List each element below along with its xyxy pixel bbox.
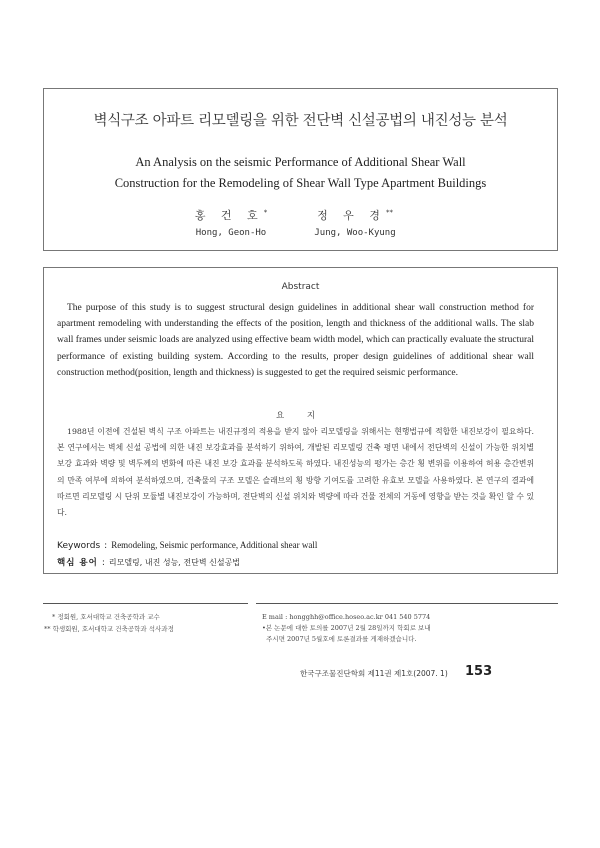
english-title-line-2: Construction for the Remodeling of Shear Wall Type Apartment Buildings [114, 176, 487, 190]
footnote-author-1: * 정회원, 호서대학교 건축공학과 교수 [52, 613, 160, 621]
author-1-mark: * [263, 208, 268, 217]
abstract-heading: Abstract [281, 282, 320, 292]
author-2-english-name: Jung, Woo-Kyung [314, 228, 396, 238]
korean-title: 벽식구조 아파트 리모델링을 위한 전단벽 신설공법의 내진성능 분석 [93, 113, 508, 129]
author-1-korean-name: 홍 건 호* [194, 208, 268, 222]
journal-info: 한국구조물진단학회 제11권 제1호(2007. 1) [300, 669, 448, 678]
footnote-author-2: ** 학생회원, 호서대학교 건축공학과 석사과정 [44, 625, 174, 633]
author-1-english-name: Hong, Geon-Ho [195, 228, 267, 238]
abstract-text: The purpose of this study is to suggest structural design guidelines in additional shear wall construction method for apartment remodeling with understanding the effects of the position, length and thickness of the additional walls. The slab wall frames under seismic loads are analyzed using effective beam width model, which can practically evaluate the structural performance of existing building system. According to the results, proper design guidelines of additional shear wall construction method(position, length and thickness) is suggested to get the required seismic performance. [57, 303, 534, 378]
footnote-discussion-1: •본 논문에 대한 토의를 2007년 2월 28일까지 학회로 보내 [262, 624, 431, 632]
footnote-discussion-2: 주시면 2007년 5월호에 토론결과를 게재하겠습니다. [262, 635, 417, 643]
author-2-korean-name: 정 우 경** [317, 208, 393, 222]
english-title [44, 152, 557, 194]
author-2 [280, 207, 430, 238]
keywords [57, 540, 317, 551]
footnote-rule-right [256, 603, 558, 604]
keywords-korean-separator: : [101, 558, 105, 568]
summary-heading: 요 지 [275, 411, 326, 421]
abstract-box [43, 267, 558, 574]
title-box [43, 88, 558, 251]
summary-text: 1988년 이전에 건설된 벽식 구조 아파트는 내진규정의 적용을 받지 않아 리모델링을 위해서는 현행법규에 적합한 내진보강이 필요하다. 본 연구에서는 벽체 신설 공법에 의한 내진 보강효과를 분석하기 위하여, 개발된 리모델링 건축 평면 내에서 전단벽의 신설이 가능한 위치별 보강 효과와 벽량 및 벽두께의 변화에 따른 내진 보강 효과를 분석하도록 하였다. 내진성능의 평가는 층간 횡 변위를 이용하여 허용 층간변위의 만족 여부에 의하여 분석하였으며, 건축물의 구조 모델은 슬래브의 횡 방향 기여도를 고려한 유효보 모델을 사용하였다. 본 연구의 결과에 따르면 리모델링 시 단위 모듈별 내진보강이 가능하며, 전단벽의 신설 위치와 벽량에 따라 건물 전체의 거동에 영향을 받는 것을 확인 할 수 있다. [57, 427, 534, 518]
english-title-line-1: An Analysis on the seismic Performance of Additional Shear Wall [135, 155, 466, 169]
keywords-label: Keywords [57, 541, 101, 551]
keywords-separator: : [104, 541, 108, 551]
page-number: 153 [465, 664, 493, 679]
footnote-rule-left [43, 603, 248, 604]
keywords-korean-label: 핵심 용어 [57, 558, 98, 568]
footnote-email: E mail : hongghh@office.hoseo.ac.kr 041 540 5774 [262, 613, 431, 621]
keywords-korean-value: 리모델링, 내진 성능, 전단벽 신설공법 [108, 558, 241, 567]
keywords-value: Remodeling, Seismic performance, Additional shear wall [111, 540, 318, 550]
author-2-mark: ** [385, 208, 393, 217]
keywords-korean [57, 556, 240, 568]
footnote-contact [262, 612, 512, 645]
